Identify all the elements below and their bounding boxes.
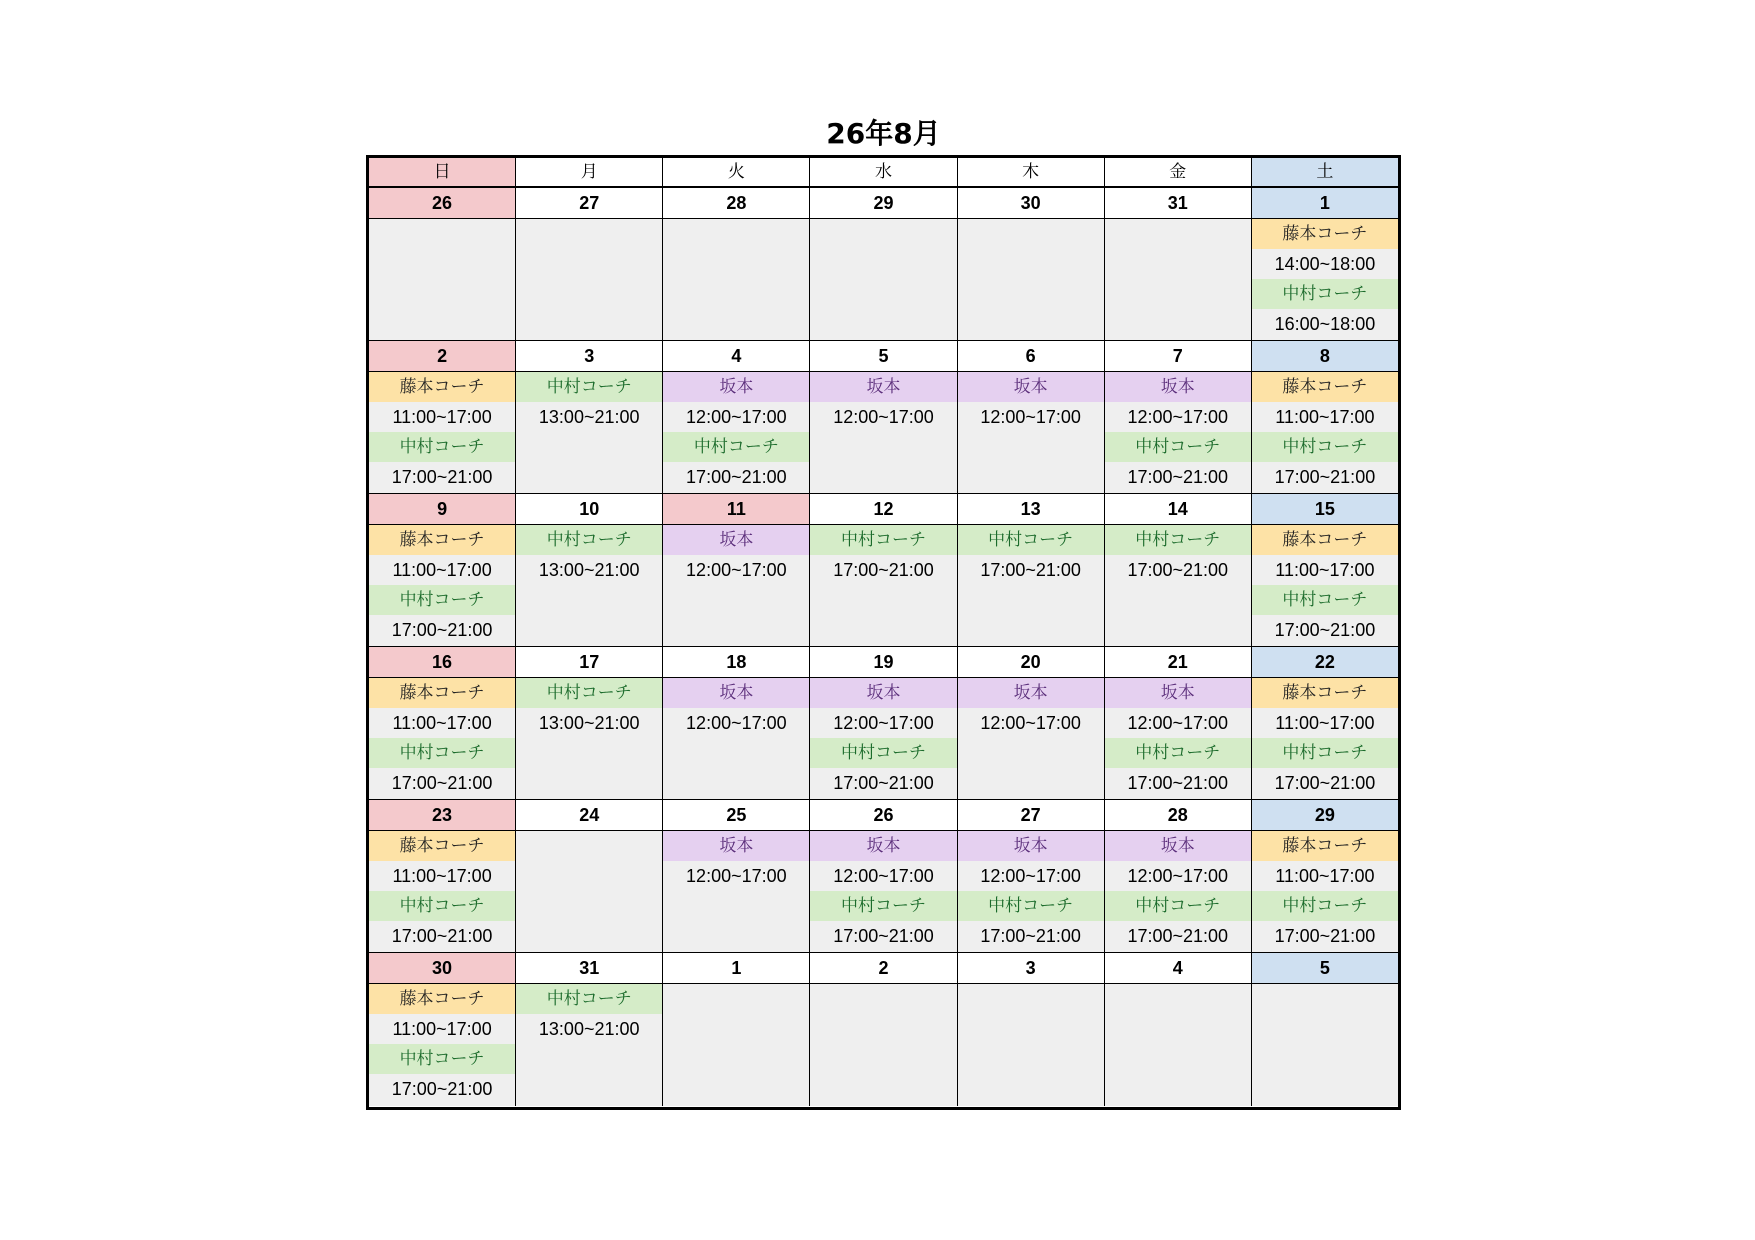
- coach-label: 中村コーチ: [958, 525, 1104, 555]
- coach-label: 坂本: [958, 831, 1104, 861]
- time-range: 17:00~21:00: [391, 1079, 493, 1099]
- day-cell: [663, 525, 810, 646]
- coach-label: 中村コーチ: [516, 372, 662, 402]
- time-range: 11:00~17:00: [1275, 866, 1375, 886]
- day-cell: [1252, 678, 1398, 799]
- coach-label: 中村コーチ: [1252, 279, 1398, 309]
- weeks-container: [369, 188, 1398, 1107]
- coach-label: 中村コーチ: [1105, 738, 1251, 768]
- day-cell: [810, 219, 957, 340]
- day-cell: [369, 372, 516, 493]
- day-cell: [1252, 219, 1398, 340]
- week-row: [369, 494, 1398, 647]
- day-cell: [663, 678, 810, 799]
- date-number: 27: [516, 188, 663, 218]
- page-title: 26年8月: [826, 117, 941, 150]
- time-range: 17:00~21:00: [980, 926, 1081, 946]
- date-number-row: [369, 494, 1398, 525]
- time-range: 12:00~17:00: [686, 866, 787, 886]
- coach-label: 坂本: [663, 525, 809, 555]
- day-cell: [1105, 219, 1252, 340]
- time-range: 11:00~17:00: [392, 407, 492, 427]
- date-number: 1: [1252, 188, 1398, 218]
- coach-label: 中村コーチ: [1105, 432, 1251, 462]
- day-cell: [516, 678, 663, 799]
- date-number: 27: [958, 800, 1105, 830]
- time-range: 17:00~21:00: [833, 926, 934, 946]
- calendar-grid: [366, 155, 1401, 1110]
- time-range: 13:00~21:00: [538, 713, 640, 733]
- time-range: 17:00~21:00: [833, 773, 934, 793]
- weekday-header-row: [369, 158, 1398, 188]
- coach-label: 坂本: [663, 831, 809, 861]
- day-cell: [369, 219, 516, 340]
- time-range: 11:00~17:00: [392, 866, 492, 886]
- day-cell: [958, 984, 1105, 1106]
- day-cell: [810, 525, 957, 646]
- coach-label: 坂本: [958, 678, 1104, 708]
- day-cell: [810, 984, 957, 1106]
- coach-label: 中村コーチ: [516, 984, 662, 1014]
- day-cell: [369, 831, 516, 952]
- coach-label: 藤本コーチ: [1252, 678, 1398, 708]
- date-number: 7: [1105, 341, 1252, 371]
- coach-label: 中村コーチ: [369, 738, 515, 768]
- time-range: 13:00~21:00: [538, 407, 640, 427]
- coach-label: 中村コーチ: [369, 1044, 515, 1074]
- coach-label: 中村コーチ: [369, 891, 515, 921]
- coach-label: 坂本: [810, 372, 956, 402]
- weekday-header-fri: 金: [1105, 158, 1252, 186]
- weekday-header-wed: 水: [810, 158, 957, 186]
- day-cell: [369, 984, 516, 1106]
- date-number-row: [369, 800, 1398, 831]
- date-number: 2: [369, 341, 516, 371]
- date-number: 30: [369, 953, 516, 983]
- coach-label: 坂本: [1105, 678, 1251, 708]
- date-number: 29: [1252, 800, 1398, 830]
- date-number: 1: [663, 953, 810, 983]
- day-cell: [516, 219, 663, 340]
- time-range: 17:00~21:00: [391, 467, 493, 487]
- date-number: 14: [1105, 494, 1252, 524]
- day-cell: [663, 984, 810, 1106]
- date-number: 10: [516, 494, 663, 524]
- date-number: 16: [369, 647, 516, 677]
- coach-label: 中村コーチ: [1252, 891, 1398, 921]
- week-row: [369, 953, 1398, 1106]
- coach-label: 坂本: [1105, 372, 1251, 402]
- time-range: 11:00~17:00: [1275, 713, 1375, 733]
- time-range: 11:00~17:00: [1275, 407, 1375, 427]
- day-cell: [1105, 678, 1252, 799]
- coach-label: 中村コーチ: [369, 585, 515, 615]
- day-cell: [1252, 372, 1398, 493]
- coach-label: 中村コーチ: [1105, 525, 1251, 555]
- time-range: 11:00~17:00: [392, 713, 492, 733]
- day-cell: [663, 831, 810, 952]
- day-cell: [516, 984, 663, 1106]
- date-number-row: [369, 647, 1398, 678]
- coach-label: 坂本: [958, 372, 1104, 402]
- coach-label: 中村コーチ: [958, 891, 1104, 921]
- coach-label: 中村コーチ: [516, 525, 662, 555]
- day-cell: [663, 219, 810, 340]
- day-cell: [369, 525, 516, 646]
- time-range: 17:00~21:00: [686, 467, 787, 487]
- day-cell: [810, 372, 957, 493]
- date-number: 19: [810, 647, 957, 677]
- time-range: 11:00~17:00: [392, 1019, 492, 1039]
- date-number: 9: [369, 494, 516, 524]
- date-number: 11: [663, 494, 810, 524]
- date-number: 25: [663, 800, 810, 830]
- coach-label: 中村コーチ: [1252, 585, 1398, 615]
- date-number: 15: [1252, 494, 1398, 524]
- date-number: 31: [516, 953, 663, 983]
- coach-label: 藤本コーチ: [369, 525, 515, 555]
- day-cell: [1105, 525, 1252, 646]
- coach-label: 中村コーチ: [810, 738, 956, 768]
- coach-label: 坂本: [810, 678, 956, 708]
- day-cell: [1252, 525, 1398, 646]
- time-range: 11:00~17:00: [1275, 560, 1375, 580]
- week-row: [369, 800, 1398, 953]
- coach-label: 藤本コーチ: [369, 984, 515, 1014]
- time-range: 13:00~21:00: [538, 1019, 640, 1039]
- date-number: 17: [516, 647, 663, 677]
- date-number: 22: [1252, 647, 1398, 677]
- coach-label: 中村コーチ: [516, 678, 662, 708]
- coach-label: 藤本コーチ: [369, 831, 515, 861]
- coach-label: 藤本コーチ: [1252, 219, 1398, 249]
- date-number: 20: [958, 647, 1105, 677]
- coach-label: 藤本コーチ: [1252, 372, 1398, 402]
- date-number: 18: [663, 647, 810, 677]
- day-cell: [516, 831, 663, 952]
- schedule-row: [369, 219, 1398, 340]
- coach-label: 中村コーチ: [1252, 432, 1398, 462]
- time-range: 17:00~21:00: [391, 773, 493, 793]
- date-number-row: [369, 188, 1398, 219]
- day-cell: [958, 372, 1105, 493]
- date-number: 4: [1105, 953, 1252, 983]
- time-range: 17:00~21:00: [1127, 560, 1229, 580]
- coach-label: 坂本: [810, 831, 956, 861]
- date-number: 4: [663, 341, 810, 371]
- coach-label: 中村コーチ: [810, 525, 956, 555]
- day-cell: [1105, 831, 1252, 952]
- day-cell: [369, 678, 516, 799]
- time-range: 12:00~17:00: [980, 407, 1081, 427]
- weekday-header-thu: 木: [958, 158, 1105, 186]
- day-cell: [958, 219, 1105, 340]
- day-cell: [1105, 372, 1252, 493]
- date-number: 12: [810, 494, 957, 524]
- time-range: 12:00~17:00: [833, 713, 934, 733]
- date-number-row: [369, 341, 1398, 372]
- date-number: 28: [663, 188, 810, 218]
- day-cell: [516, 372, 663, 493]
- day-cell: [663, 372, 810, 493]
- coach-label: 中村コーチ: [663, 432, 809, 462]
- day-cell: [516, 525, 663, 646]
- time-range: 17:00~21:00: [1127, 926, 1229, 946]
- time-range: 12:00~17:00: [1127, 407, 1229, 427]
- time-range: 17:00~21:00: [391, 620, 493, 640]
- week-row: [369, 341, 1398, 494]
- schedule-row: [369, 678, 1398, 799]
- time-range: 17:00~21:00: [1274, 773, 1376, 793]
- weekday-header-tue: 火: [663, 158, 810, 186]
- day-cell: [958, 831, 1105, 952]
- date-number: 30: [958, 188, 1105, 218]
- time-range: 17:00~21:00: [1274, 926, 1376, 946]
- date-number: 26: [810, 800, 957, 830]
- time-range: 12:00~17:00: [1127, 713, 1229, 733]
- coach-label: 坂本: [663, 678, 809, 708]
- date-number: 5: [810, 341, 957, 371]
- date-number: 21: [1105, 647, 1252, 677]
- coach-label: 中村コーチ: [1252, 738, 1398, 768]
- schedule-row: [369, 984, 1398, 1106]
- coach-label: 坂本: [663, 372, 809, 402]
- date-number: 5: [1252, 953, 1398, 983]
- date-number: 23: [369, 800, 516, 830]
- date-number: 8: [1252, 341, 1398, 371]
- schedule-row: [369, 831, 1398, 952]
- schedule-row: [369, 372, 1398, 493]
- weekday-header-mon: 月: [516, 158, 663, 186]
- time-range: 17:00~21:00: [1274, 620, 1376, 640]
- day-cell: [1252, 984, 1398, 1106]
- coach-label: 中村コーチ: [1105, 891, 1251, 921]
- time-range: 12:00~17:00: [686, 713, 787, 733]
- time-range: 12:00~17:00: [980, 866, 1081, 886]
- date-number: 29: [810, 188, 957, 218]
- time-range: 14:00~18:00: [1274, 254, 1376, 274]
- day-cell: [810, 678, 957, 799]
- coach-label: 坂本: [1105, 831, 1251, 861]
- coach-label: 藤本コーチ: [369, 372, 515, 402]
- time-range: 17:00~21:00: [833, 560, 934, 580]
- time-range: 17:00~21:00: [980, 560, 1081, 580]
- day-cell: [810, 831, 957, 952]
- date-number: 3: [958, 953, 1105, 983]
- time-range: 12:00~17:00: [833, 866, 934, 886]
- week-row: [369, 188, 1398, 341]
- time-range: 12:00~17:00: [686, 560, 787, 580]
- coach-label: 中村コーチ: [810, 891, 956, 921]
- time-range: 17:00~21:00: [1127, 467, 1229, 487]
- date-number: 3: [516, 341, 663, 371]
- weekday-header-sun: 日: [369, 158, 516, 186]
- day-cell: [958, 525, 1105, 646]
- day-cell: [1252, 831, 1398, 952]
- coach-label: 藤本コーチ: [1252, 525, 1398, 555]
- day-cell: [958, 678, 1105, 799]
- time-range: 17:00~21:00: [391, 926, 493, 946]
- week-row: [369, 647, 1398, 800]
- weekday-header-sat: 土: [1252, 158, 1398, 186]
- coach-label: 中村コーチ: [369, 432, 515, 462]
- date-number: 28: [1105, 800, 1252, 830]
- time-range: 12:00~17:00: [686, 407, 787, 427]
- date-number: 26: [369, 188, 516, 218]
- schedule-row: [369, 525, 1398, 646]
- date-number: 31: [1105, 188, 1252, 218]
- date-number: 24: [516, 800, 663, 830]
- date-number: 2: [810, 953, 957, 983]
- time-range: 12:00~17:00: [980, 713, 1081, 733]
- coach-label: 藤本コーチ: [369, 678, 515, 708]
- time-range: 11:00~17:00: [392, 560, 492, 580]
- date-number: 6: [958, 341, 1105, 371]
- time-range: 17:00~21:00: [1274, 467, 1376, 487]
- day-cell: [1105, 984, 1252, 1106]
- date-number-row: [369, 953, 1398, 984]
- time-range: 12:00~17:00: [833, 407, 934, 427]
- time-range: 16:00~18:00: [1274, 314, 1376, 334]
- time-range: 13:00~21:00: [538, 560, 640, 580]
- time-range: 12:00~17:00: [1127, 866, 1229, 886]
- time-range: 17:00~21:00: [1127, 773, 1229, 793]
- date-number: 13: [958, 494, 1105, 524]
- coach-label: 藤本コーチ: [1252, 831, 1398, 861]
